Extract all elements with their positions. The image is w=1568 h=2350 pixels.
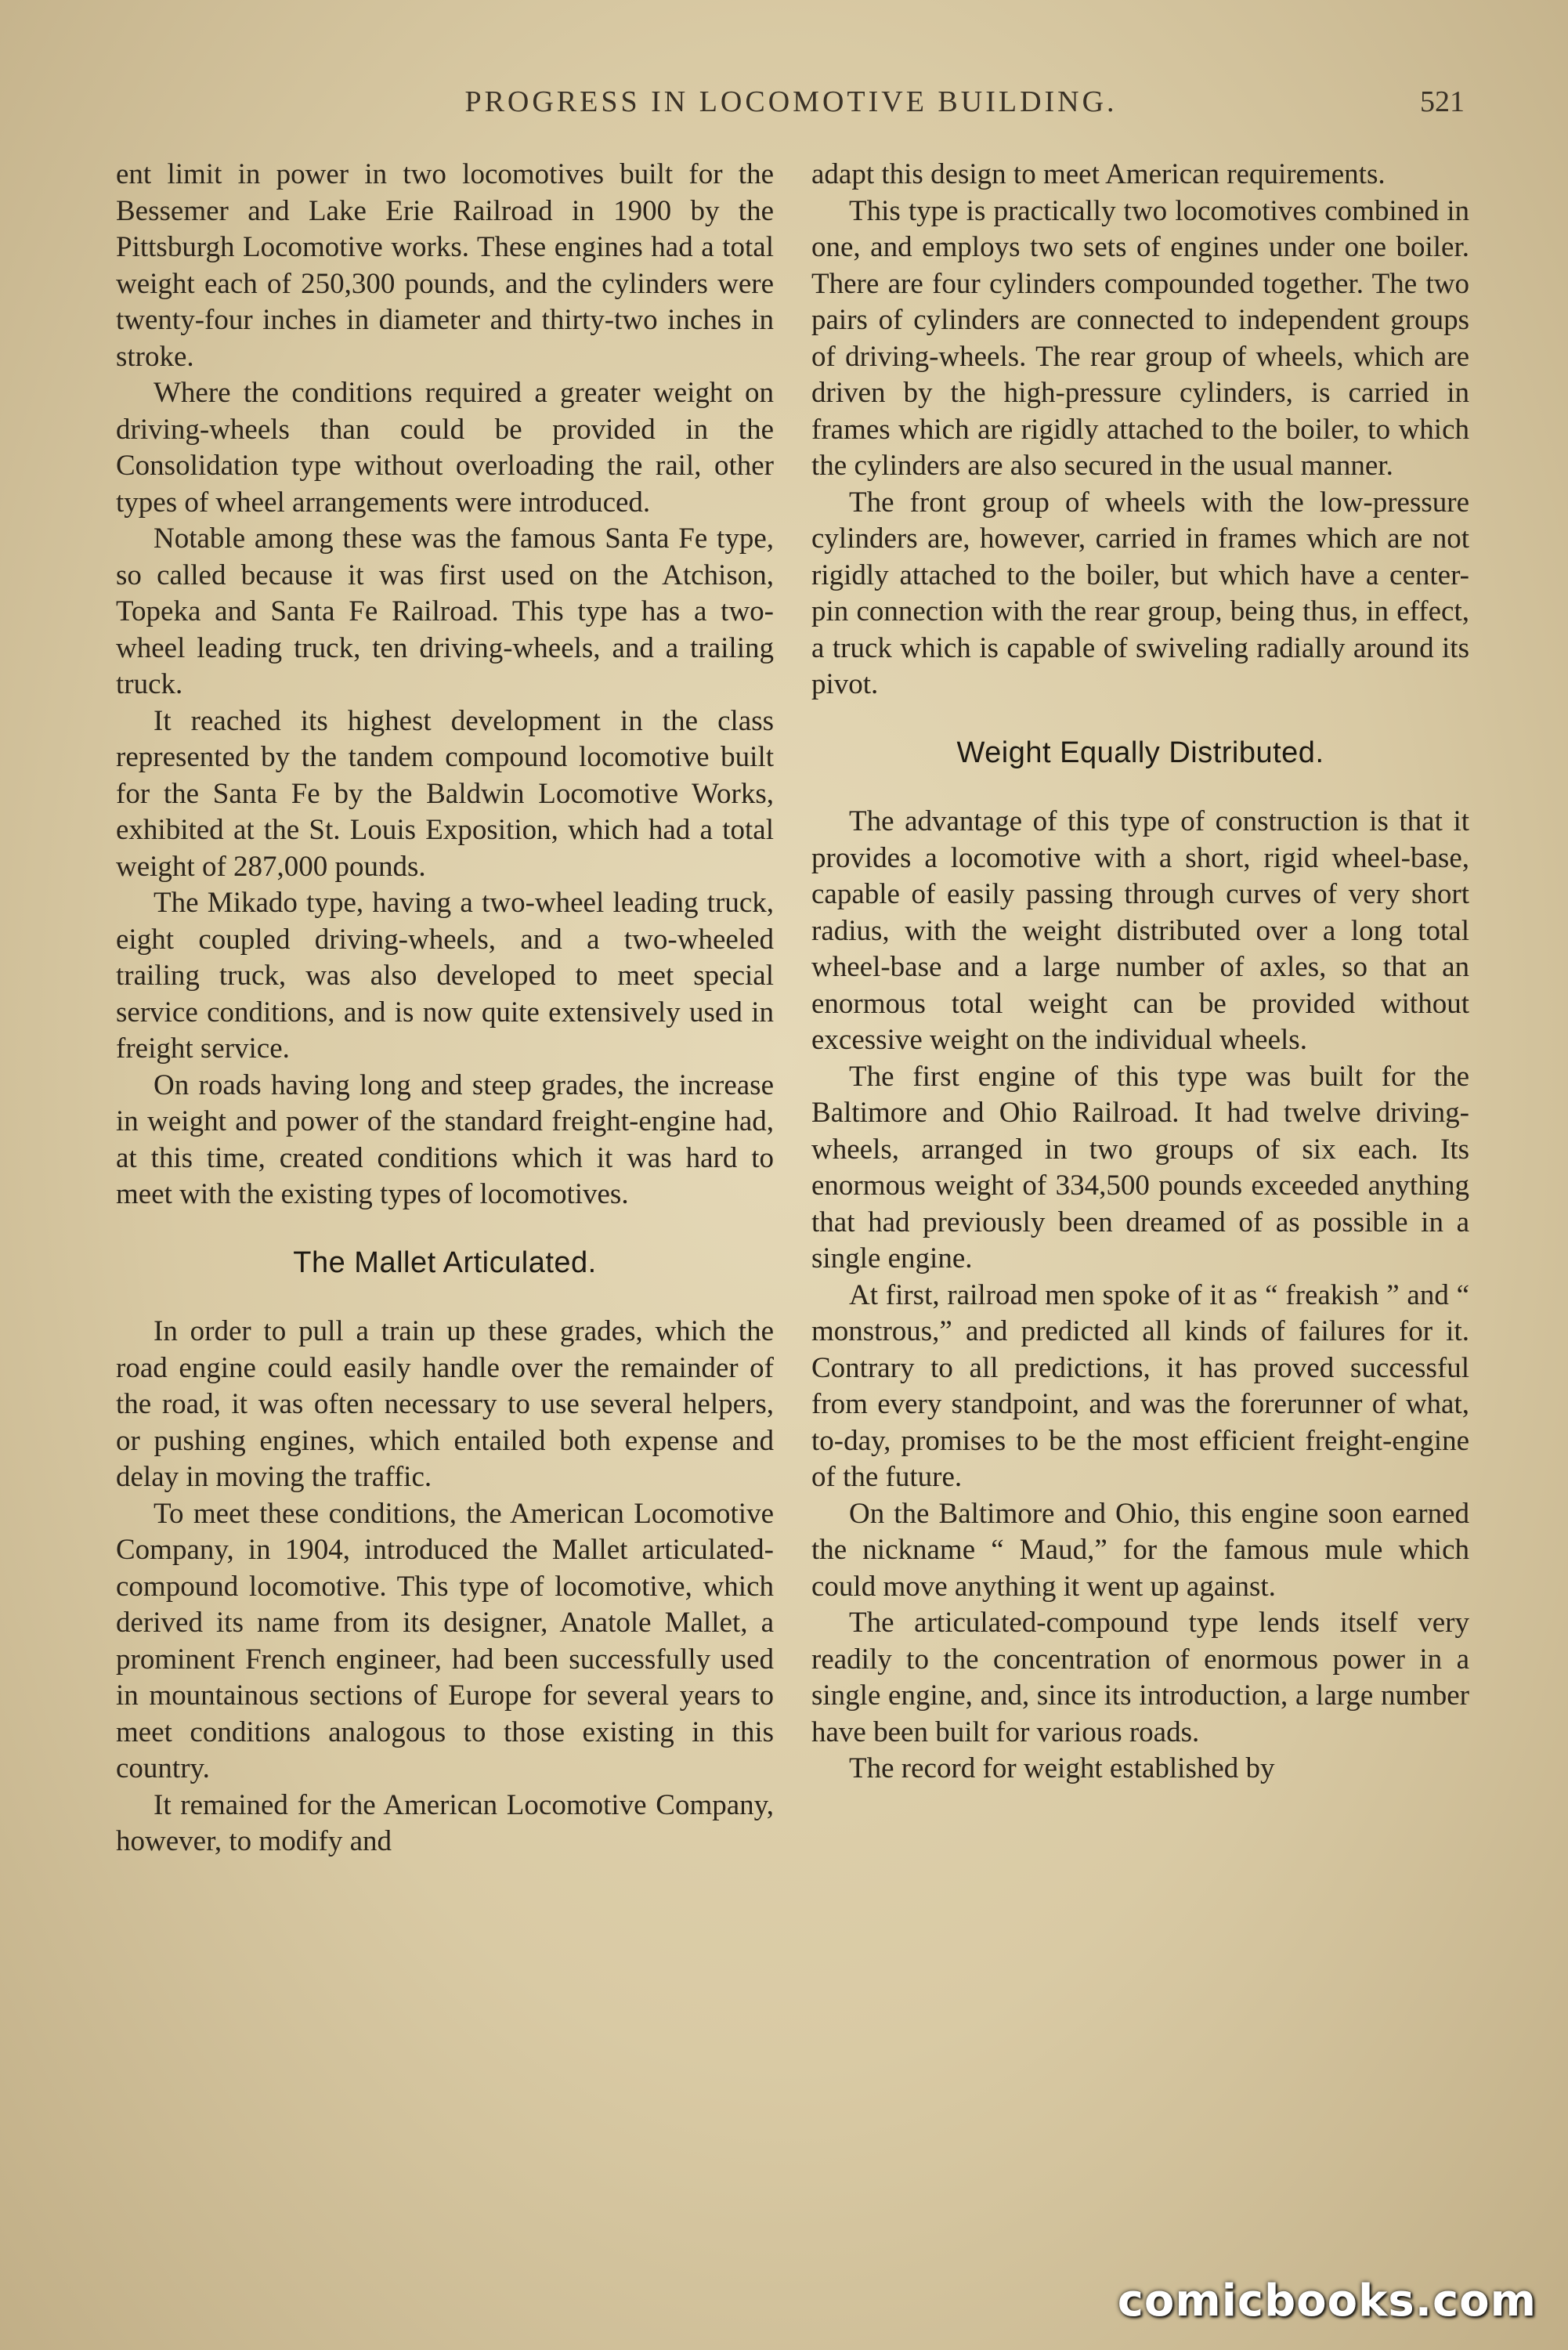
paragraph: On the Baltimore and Ohio, this engine soon earned the nickname “ Maud,” for the famous mule which could move anything it went up against. xyxy=(811,1497,1469,1603)
section-heading: The Mallet Articulated. xyxy=(293,1246,597,1279)
paragraph: It reached its highest development in the class represented by the tandem compound locomotive built for the Santa Fe by the Baldwin Locomotive Works, exhibited at the St. Louis Exposition, which had a total weight of 287,000 pounds. xyxy=(116,704,774,883)
paragraph: It remained for the American Locomotive Company, however, to modify and xyxy=(116,1788,774,1857)
watermark: comicbooks.com xyxy=(1117,2276,1537,2326)
paragraph: The record for weight established by xyxy=(849,1752,1275,1784)
page-header xyxy=(117,85,1465,132)
paragraph: The articulated-compound type lends itself very readily to the concentration of enormous power in a single engine, and, since its introduction, a large number have been built for various roads. xyxy=(811,1607,1469,1748)
paragraph: Where the conditions required a greater weight on driving-wheels than could be provided in the Consolidation type without overloading the rail, other types of wheel arrangements were introduced. xyxy=(116,377,774,519)
paragraph: The first engine of this type was built for the Baltimore and Ohio Railroad. It had twelve driving-wheels, arranged in two groups of six each. Its enormous weight of 334,500 pounds exceeded anything that had previously been dreamed of as possible in a single engine. xyxy=(811,1060,1469,1274)
paragraph: On roads having long and steep grades, the increase in weight and power of the standard freight-engine had, at this time, created conditions which it was hard to meet with the existing types of locomotives. xyxy=(116,1068,774,1210)
section-heading: Weight Equally Distributed. xyxy=(956,736,1324,769)
paragraph: To meet these conditions, the American Locomotive Company, in 1904, introduced the Mallet articulated-compound locomotive. This type of locomotive, which derived its name from its designer, Anatole Mallet, a prominent French engineer, had been successfully used in mountainous sections of Europe for several years to meet conditions analogous to those existing in this country. xyxy=(116,1497,774,1784)
paragraph: In order to pull a train up these grades, which the road engine could easily handle over the remainder of the road, it was often necessary to use several helpers, or pushing engines, which entailed both expense and delay in moving the traffic. xyxy=(116,1315,774,1493)
paragraph: The Mikado type, having a two-wheel leading truck, eight coupled driving-wheels, and a two-wheeled trailing truck, was also developed to meet special service conditions, and is now quite extensively used in freight service. xyxy=(116,887,774,1065)
right-column xyxy=(811,157,1469,1788)
paragraph: adapt this design to meet American requirements. xyxy=(811,158,1386,190)
left-column xyxy=(116,157,774,1860)
paragraph: This type is practically two locomotives combined in one, and employs two sets of engines under one boiler. There are four cylinders compounded together. The two pairs of cylinders are connected to independent groups of driving-wheels. The rear group of wheels, which are driven by the high-pressure cylinders, is carried in frames which are rigidly attached to the boiler, to which the cylinders are also secured in the usual manner. xyxy=(811,194,1469,482)
paragraph: At first, railroad men spoke of it as “ freakish ” and “ monstrous,” and predicted all kinds of failures for it. Contrary to all predictions, it has proved successful from every standpoint, and was the forerunner of what, to-day, promises to be the most efficient freight-engine of the future. xyxy=(811,1278,1469,1493)
page-number: 521 xyxy=(1420,85,1465,118)
paragraph: The front group of wheels with the low-pressure cylinders are, however, carried in frames which are not rigidly attached to the boiler, but which have a center-pin connection with the rear group, being thus, in effect, a truck which is capable of swiveling radially around its pivot. xyxy=(811,486,1469,700)
paragraph: The advantage of this type of construction is that it provides a locomotive with a short, rigid wheel-base, capable of easily passing through curves of very short radius, with the weight distributed over a long total wheel-base and a large number of axles, so that an enormous total weight can be provided without excessive weight on the individual wheels. xyxy=(811,805,1469,1056)
paragraph: Notable among these was the famous Santa Fe type, so called because it was first used on the Atchison, Topeka and Santa Fe Railroad. This type has a two-wheel leading truck, ten driving-wheels, and a trailing truck. xyxy=(116,522,774,700)
paragraph: ent limit in power in two locomotives built for the Bessemer and Lake Erie Railroad in 1900 by the Pittsburgh Locomotive works. These engines had a total weight each of 250,300 pounds, and the cylinders were twenty-four inches in diameter and thirty-two inches in stroke. xyxy=(116,158,774,373)
running-title: PROGRESS IN LOCOMOTIVE BUILDING. xyxy=(464,85,1118,118)
